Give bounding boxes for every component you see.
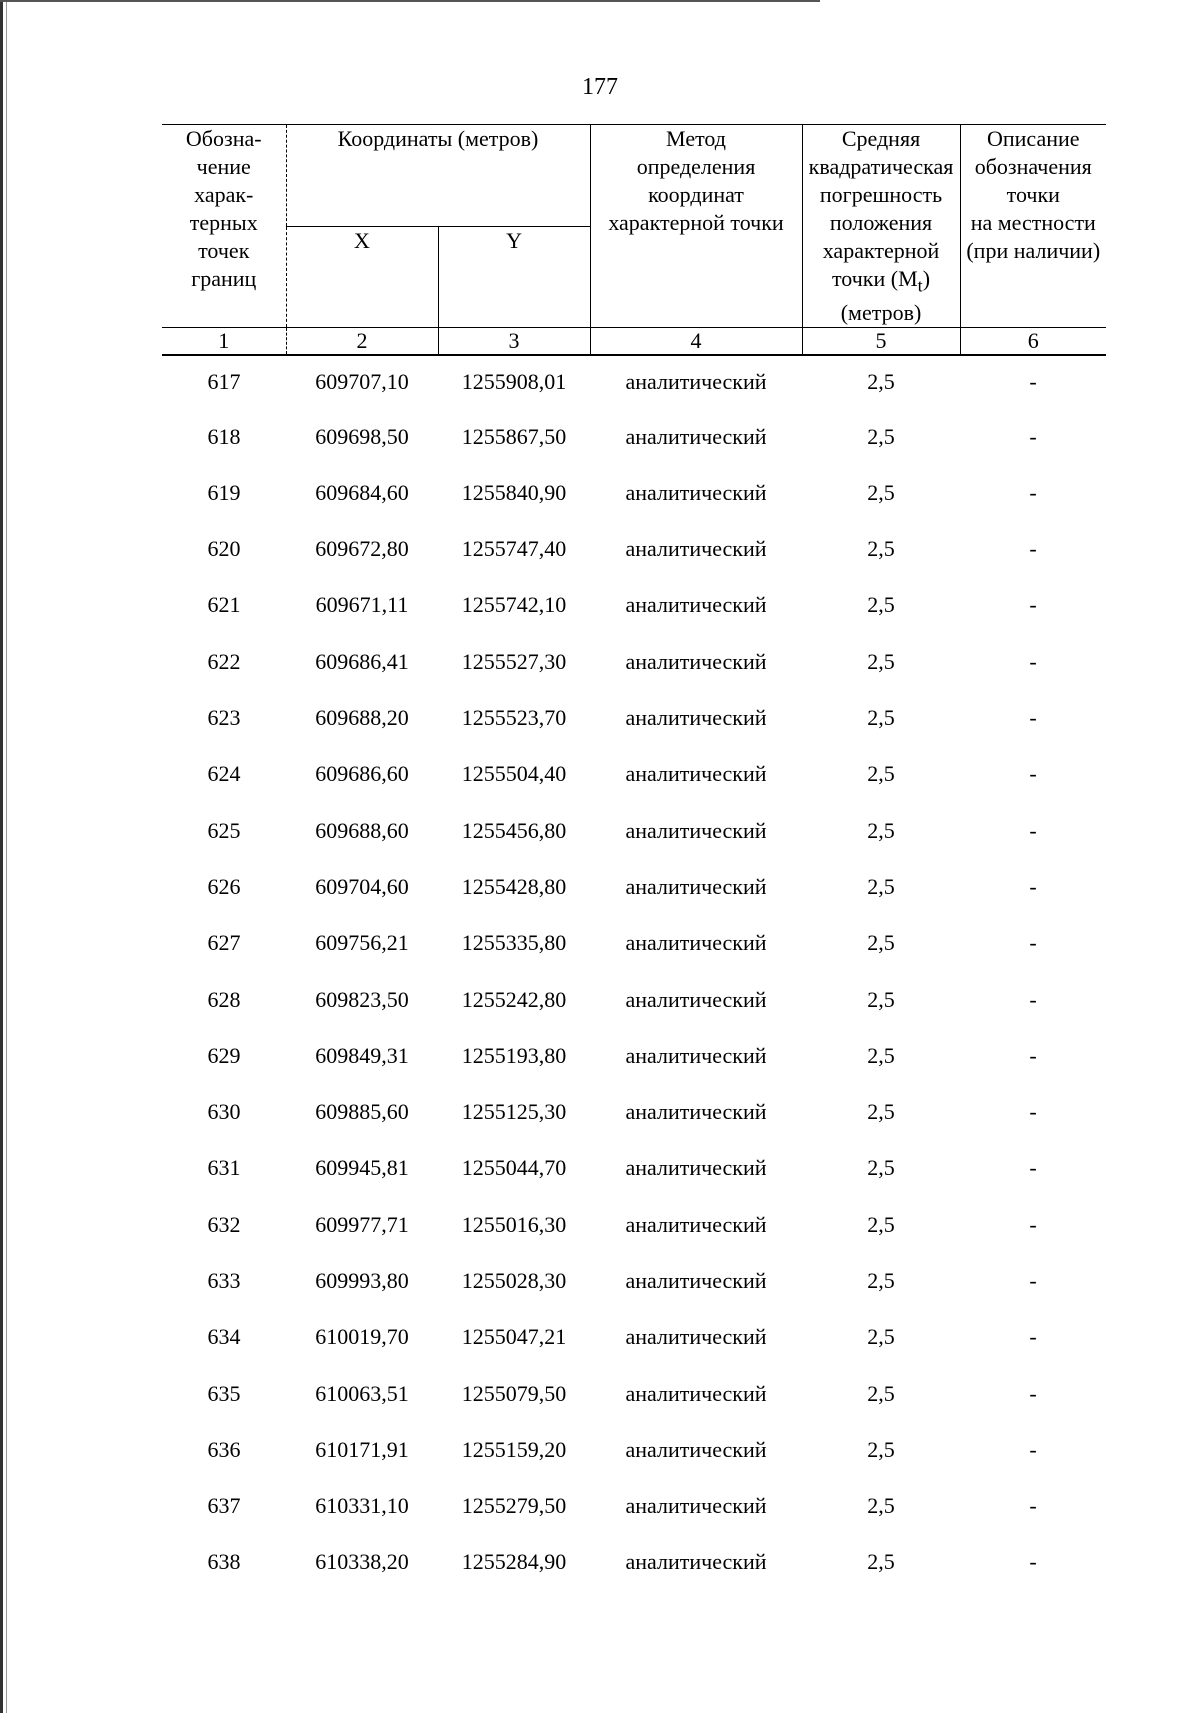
cell-point-number: 620 <box>207 536 241 562</box>
cell-error: 2,5 <box>867 1155 895 1181</box>
table-row <box>162 577 1106 633</box>
cell-point-number: 618 <box>207 423 241 449</box>
table-row <box>162 355 1106 408</box>
cell-y: 1255159,20 <box>461 1436 567 1462</box>
header-line: точек <box>198 238 250 263</box>
cell-y: 1255523,70 <box>461 705 567 731</box>
cell-point-number: 636 <box>207 1436 241 1462</box>
header-line: характерной <box>822 238 940 263</box>
cell-description: - <box>1029 761 1037 787</box>
cell-error: 2,5 <box>867 1042 895 1068</box>
cell-method: аналитический <box>625 705 767 731</box>
cell-x: 609849,31 <box>315 1042 409 1068</box>
cell-x: 609686,41 <box>315 648 409 674</box>
cell-x: 610063,51 <box>315 1380 409 1406</box>
cell-point-number: 633 <box>207 1267 241 1293</box>
cell-description: - <box>1029 1267 1037 1293</box>
cell-description: - <box>1029 1493 1037 1519</box>
cell-description: - <box>1029 1436 1037 1462</box>
table-row <box>162 1084 1106 1140</box>
table-row <box>162 915 1106 971</box>
scan-edge-left-inner <box>6 0 7 1713</box>
cell-method: аналитический <box>625 1042 767 1068</box>
header-line: (при наличии) <box>966 238 1101 263</box>
cell-y: 1255335,80 <box>461 930 567 956</box>
header-line: Метод <box>666 126 726 151</box>
scan-edge-top <box>0 0 820 2</box>
table-row <box>162 1534 1106 1590</box>
cell-description: - <box>1029 369 1037 395</box>
header-line: положения <box>829 210 933 235</box>
table-row <box>162 1140 1106 1196</box>
column-number: 2 <box>286 328 438 356</box>
cell-y: 1255504,40 <box>461 761 567 787</box>
header-mean-square-error <box>802 125 960 328</box>
cell-y: 1255742,10 <box>461 592 567 618</box>
cell-error: 2,5 <box>867 873 895 899</box>
cell-y: 1255193,80 <box>461 1042 567 1068</box>
cell-y: 1255428,80 <box>461 873 567 899</box>
cell-description: - <box>1029 1155 1037 1181</box>
cell-y: 1255016,30 <box>461 1211 567 1237</box>
cell-x: 609823,50 <box>315 986 409 1012</box>
table-row <box>162 746 1106 802</box>
cell-point-number: 624 <box>207 761 241 787</box>
table-row <box>162 1422 1106 1478</box>
cell-x: 610338,20 <box>315 1549 409 1575</box>
header-line: харак- <box>194 182 254 207</box>
cell-method: аналитический <box>625 817 767 843</box>
cell-error: 2,5 <box>867 1099 895 1125</box>
cell-x: 609688,60 <box>315 817 409 843</box>
cell-point-number: 621 <box>207 592 241 618</box>
cell-point-number: 631 <box>207 1155 241 1181</box>
cell-point-number: 632 <box>207 1211 241 1237</box>
cell-error: 2,5 <box>867 1436 895 1462</box>
cell-x: 609704,60 <box>315 873 409 899</box>
cell-y: 1255125,30 <box>461 1099 567 1125</box>
header-line: погрешность <box>819 182 943 207</box>
cell-error: 2,5 <box>867 369 895 395</box>
cell-method: аналитический <box>625 1099 767 1125</box>
column-number: 4 <box>590 328 802 356</box>
cell-y: 1255279,50 <box>461 1493 567 1519</box>
cell-point-number: 622 <box>207 648 241 674</box>
cell-error: 2,5 <box>867 705 895 731</box>
cell-description: - <box>1029 536 1037 562</box>
cell-method: аналитический <box>625 873 767 899</box>
page-number: 177 <box>582 74 618 100</box>
cell-point-number: 638 <box>207 1549 241 1575</box>
cell-error: 2,5 <box>867 479 895 505</box>
scan-edge-left <box>0 0 3 1713</box>
cell-error: 2,5 <box>867 423 895 449</box>
cell-x: 609671,11 <box>315 592 409 618</box>
cell-x: 609684,60 <box>315 479 409 505</box>
table-row <box>162 1197 1106 1253</box>
cell-x: 609672,80 <box>315 536 409 562</box>
cell-y: 1255840,90 <box>461 479 567 505</box>
column-number: 6 <box>960 328 1106 356</box>
cell-point-number: 635 <box>207 1380 241 1406</box>
cell-point-number: 628 <box>207 986 241 1012</box>
cell-description: - <box>1029 1211 1037 1237</box>
cell-error: 2,5 <box>867 1211 895 1237</box>
cell-error: 2,5 <box>867 817 895 843</box>
cell-error: 2,5 <box>867 930 895 956</box>
column-number: 5 <box>802 328 960 356</box>
table-row <box>162 1365 1106 1421</box>
header-coordinates-group: Координаты (метров) <box>286 125 590 227</box>
cell-x: 610331,10 <box>315 1493 409 1519</box>
header-line: границ <box>191 266 257 291</box>
cell-method: аналитический <box>625 1155 767 1181</box>
header-line: Обозна- <box>185 126 262 151</box>
cell-method: аналитический <box>625 423 767 449</box>
header-line: Описание <box>986 126 1080 151</box>
table-row <box>162 408 1106 464</box>
table-row <box>162 634 1106 690</box>
cell-description: - <box>1029 705 1037 731</box>
table-row <box>162 465 1106 521</box>
cell-error: 2,5 <box>867 1267 895 1293</box>
cell-description: - <box>1029 423 1037 449</box>
header-line: точки <box>1006 182 1060 207</box>
cell-error: 2,5 <box>867 1493 895 1519</box>
cell-description: - <box>1029 873 1037 899</box>
cell-method: аналитический <box>625 1211 767 1237</box>
cell-y: 1255527,30 <box>461 648 567 674</box>
table-row <box>162 971 1106 1027</box>
header-line: терных <box>189 210 258 235</box>
cell-x: 609756,21 <box>315 930 409 956</box>
cell-description: - <box>1029 1380 1037 1406</box>
header-method <box>590 125 802 328</box>
table-row <box>162 521 1106 577</box>
cell-point-number: 619 <box>207 479 241 505</box>
header-line: чение <box>196 154 251 179</box>
cell-x: 609707,10 <box>315 369 409 395</box>
table-row <box>162 1028 1106 1084</box>
table-row <box>162 1253 1106 1309</box>
cell-description: - <box>1029 930 1037 956</box>
header-x: X <box>286 226 438 328</box>
cell-y: 1255747,40 <box>461 536 567 562</box>
cell-point-number: 625 <box>207 817 241 843</box>
header-line: на местности <box>970 210 1096 235</box>
cell-method: аналитический <box>625 1549 767 1575</box>
cell-point-number: 637 <box>207 1493 241 1519</box>
cell-method: аналитический <box>625 536 767 562</box>
cell-x: 609688,20 <box>315 705 409 731</box>
cell-point-number: 623 <box>207 705 241 731</box>
cell-x: 609993,80 <box>315 1267 409 1293</box>
cell-error: 2,5 <box>867 1380 895 1406</box>
cell-description: - <box>1029 1042 1037 1068</box>
cell-method: аналитический <box>625 986 767 1012</box>
table-row <box>162 859 1106 915</box>
header-y: Y <box>438 226 590 328</box>
header-line: обозначения <box>974 154 1092 179</box>
header-line: Средняя <box>841 126 921 151</box>
table-row <box>162 690 1106 746</box>
cell-method: аналитический <box>625 479 767 505</box>
cell-description: - <box>1029 1324 1037 1350</box>
cell-point-number: 634 <box>207 1324 241 1350</box>
cell-method: аналитический <box>625 1436 767 1462</box>
cell-method: аналитический <box>625 761 767 787</box>
cell-x: 609885,60 <box>315 1099 409 1125</box>
column-number: 3 <box>438 328 590 356</box>
cell-point-number: 627 <box>207 930 241 956</box>
cell-method: аналитический <box>625 592 767 618</box>
header-description <box>960 125 1106 328</box>
column-numbers-row <box>162 328 1106 356</box>
cell-x: 610019,70 <box>315 1324 409 1350</box>
cell-y: 1255867,50 <box>461 423 567 449</box>
cell-description: - <box>1029 1549 1037 1575</box>
cell-method: аналитический <box>625 1493 767 1519</box>
cell-description: - <box>1029 648 1037 674</box>
table-row <box>162 1309 1106 1365</box>
cell-method: аналитический <box>625 648 767 674</box>
cell-y: 1255456,80 <box>461 817 567 843</box>
cell-description: - <box>1029 986 1037 1012</box>
cell-point-number: 629 <box>207 1042 241 1068</box>
coordinates-table <box>162 124 1106 1591</box>
cell-y: 1255028,30 <box>461 1267 567 1293</box>
cell-error: 2,5 <box>867 1549 895 1575</box>
cell-description: - <box>1029 1099 1037 1125</box>
header-line: определения <box>636 154 756 179</box>
cell-method: аналитический <box>625 369 767 395</box>
cell-x: 610171,91 <box>315 1436 409 1462</box>
header-line: координат <box>648 182 744 207</box>
cell-method: аналитический <box>625 1324 767 1350</box>
header-line: характерной точки <box>608 210 784 235</box>
cell-y: 1255047,21 <box>461 1324 567 1350</box>
header-line: квадратическая <box>808 154 954 179</box>
cell-description: - <box>1029 592 1037 618</box>
cell-error: 2,5 <box>867 648 895 674</box>
header-point-designation <box>162 125 286 328</box>
cell-x: 609686,60 <box>315 761 409 787</box>
cell-method: аналитический <box>625 1380 767 1406</box>
table-body <box>162 355 1106 1590</box>
column-number: 1 <box>162 328 286 356</box>
cell-point-number: 626 <box>207 873 241 899</box>
cell-y: 1255079,50 <box>461 1380 567 1406</box>
cell-method: аналитический <box>625 930 767 956</box>
cell-y: 1255284,90 <box>461 1549 567 1575</box>
cell-error: 2,5 <box>867 761 895 787</box>
cell-x: 609945,81 <box>315 1155 409 1181</box>
cell-x: 609977,71 <box>315 1211 409 1237</box>
cell-method: аналитический <box>625 1267 767 1293</box>
table-row <box>162 1478 1106 1534</box>
cell-y: 1255242,80 <box>461 986 567 1012</box>
cell-x: 609698,50 <box>315 423 409 449</box>
cell-point-number: 630 <box>207 1099 241 1125</box>
table-row <box>162 802 1106 858</box>
cell-error: 2,5 <box>867 986 895 1012</box>
header-line-mt: точки $(M_t)$ <box>831 266 931 296</box>
cell-description: - <box>1029 479 1037 505</box>
cell-y: 1255044,70 <box>461 1155 567 1181</box>
header-line: (метров) <box>840 300 922 326</box>
cell-y: 1255908,01 <box>461 369 567 395</box>
cell-error: 2,5 <box>867 1324 895 1350</box>
cell-error: 2,5 <box>867 592 895 618</box>
cell-point-number: 617 <box>207 369 241 395</box>
cell-error: 2,5 <box>867 536 895 562</box>
cell-description: - <box>1029 817 1037 843</box>
